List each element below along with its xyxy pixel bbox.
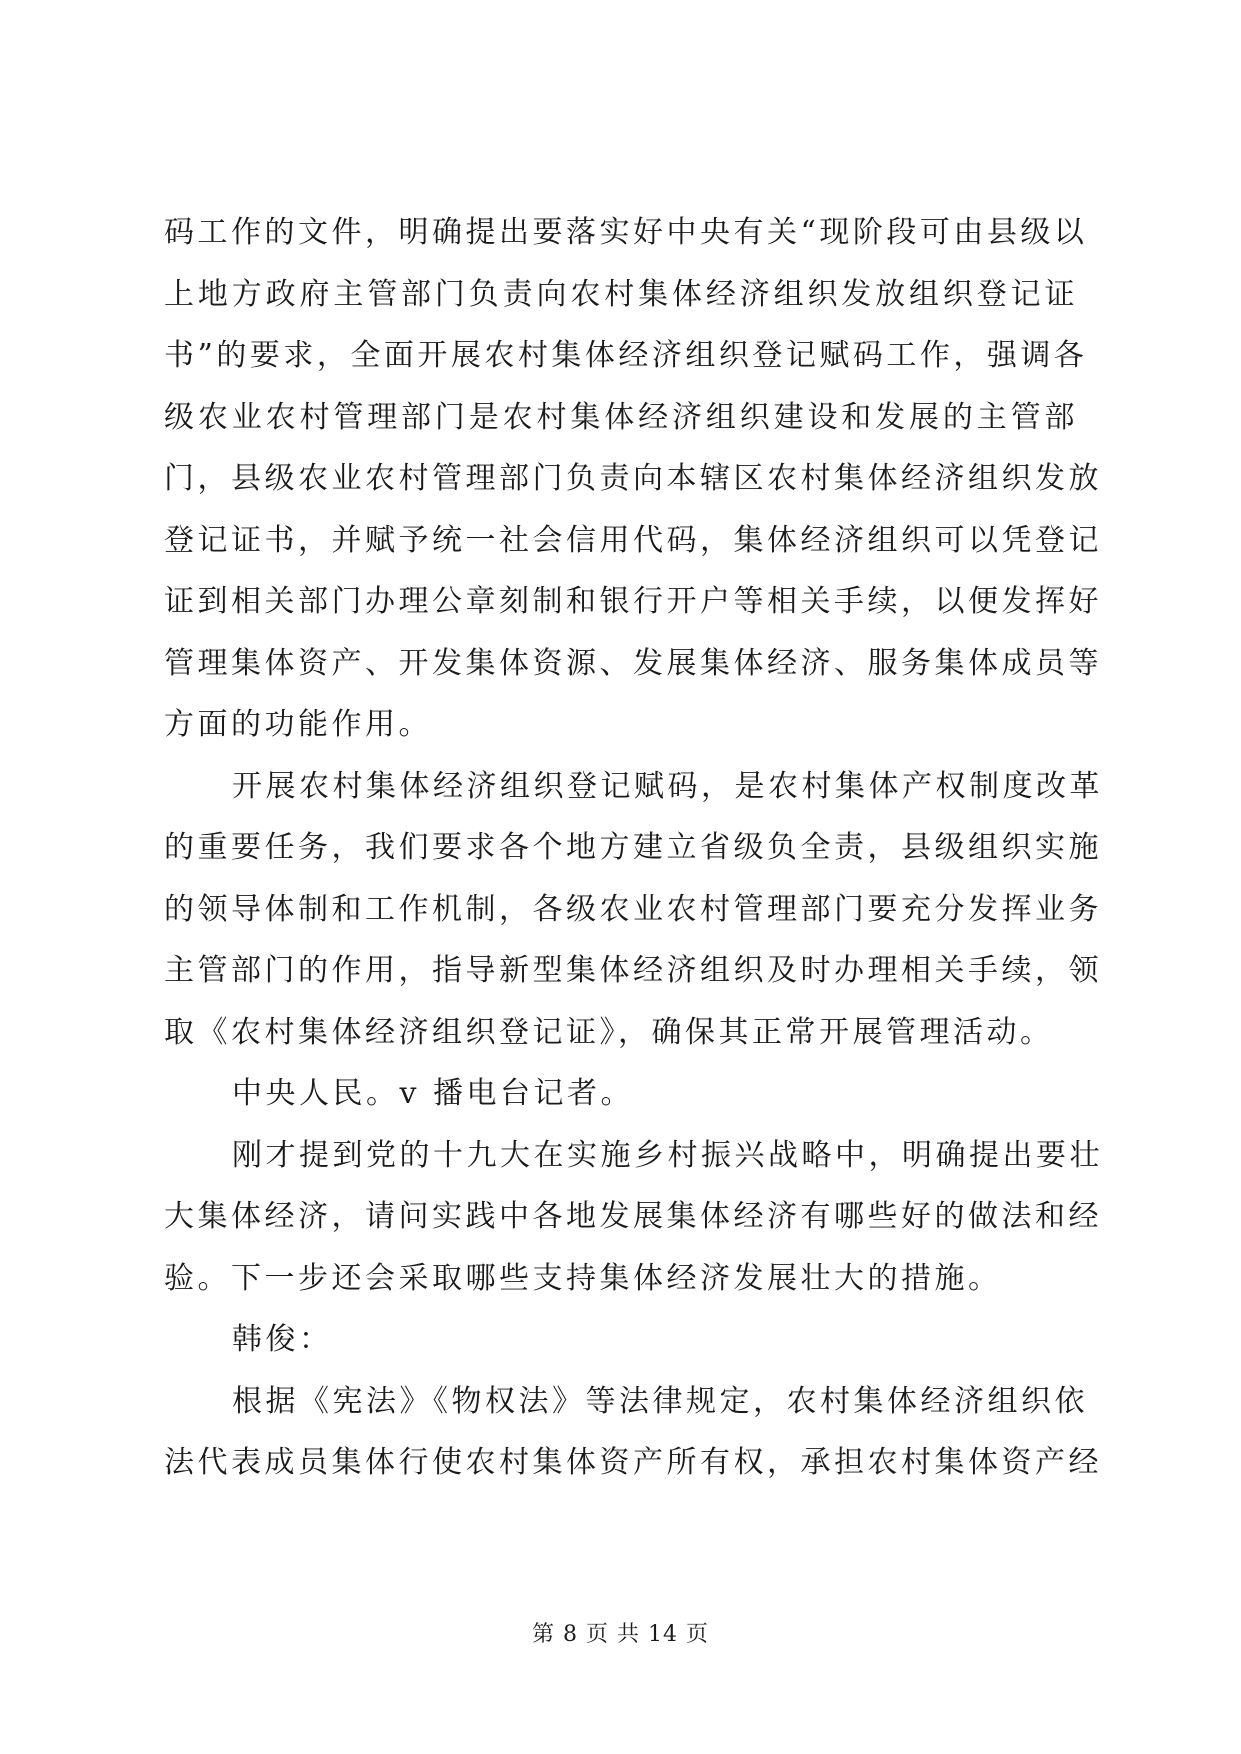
text-line: 验。下一步还会采取哪些支持集体经济发展壮大的措施。 — [164, 1260, 1002, 1296]
text-line: 主管部门的作用，指导新型集体经济组织及时办理相关手续，领 — [164, 953, 1102, 988]
document-body — [164, 202, 1103, 1494]
paragraph-1 — [164, 202, 1102, 756]
text-line: 根据《宪法》《物权法》等法律规定，农村集体经济组织依 — [232, 1383, 1088, 1419]
speaker-label: 韩俊： — [232, 1322, 333, 1357]
text-line: 书”的要求，全面开展农村集体经济组织登记赋码工作，强调各 — [164, 338, 1088, 373]
paragraph-2 — [164, 756, 1103, 1064]
paragraph-3 — [164, 1063, 1078, 1125]
text-line: 中央人民。v 播电台记者。 — [232, 1076, 634, 1111]
text-line: 门，县级农业农村管理部门负责向本辖区农村集体经济组织发放 — [164, 461, 1102, 496]
text-line: 证到相关部门办理公章刻制和银行开户等相关手续，以便发挥好 — [164, 584, 1102, 619]
text-line: 码工作的文件，明确提出要落实好中央有关“现阶段可由县级以 — [164, 215, 1088, 250]
text-line: 登记证书，并赋予统一社会信用代码，集体经济组织可以凭登记 — [164, 522, 1102, 558]
text-line: 大集体经济，请问实践中各地发展集体经济有哪些好的做法和经 — [164, 1199, 1102, 1234]
paragraph-5 — [164, 1309, 1078, 1371]
text-line: 的领导体制和工作机制，各级农业农村管理部门要充分发挥业务 — [164, 891, 1102, 927]
text-line: 的重要任务，我们要求各个地方建立省级负全责，县级组织实施 — [164, 830, 1102, 865]
text-line: 刚才提到党的十九大在实施乡村振兴战略中，明确提出要壮 — [232, 1137, 1103, 1173]
text-line: 开展农村集体经济组织登记赋码，是农村集体产权制度改革 — [232, 768, 1103, 804]
paragraph-4 — [164, 1125, 1103, 1310]
text-line: 级农业农村管理部门是农村集体经济组织建设和发展的主管部 — [164, 399, 1078, 435]
text-line: 上地方政府主管部门负责向农村集体经济组织发放组织登记证 — [164, 276, 1078, 312]
paragraph-6 — [164, 1371, 1102, 1494]
text-line: 管理集体资产、开发集体资源、发展集体经济、服务集体成员等 — [164, 645, 1102, 681]
text-line: 方面的功能作用。 — [164, 707, 432, 742]
text-line: 取《农村集体经济组织登记证》，确保其正常开展管理活动。 — [164, 1014, 1054, 1050]
page-number-footer: 第 8 页 共 14 页 — [532, 1622, 709, 1647]
text-line: 法代表成员集体行使农村集体资产所有权，承担农村集体资产经 — [164, 1445, 1102, 1480]
